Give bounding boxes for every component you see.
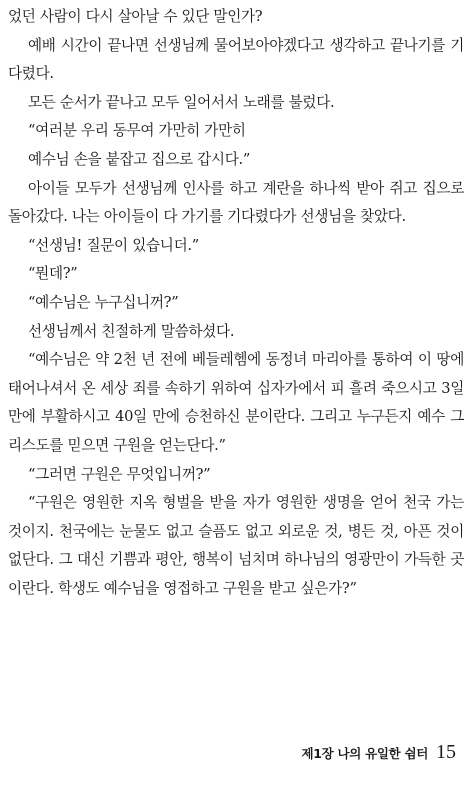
running-head: 제1장 나의 유일한 쉼터 — [301, 746, 428, 761]
paragraph: “그러면 구원은 무엇입니꺼?” — [28, 465, 211, 483]
paragraph: “선생님! 질문이 있습니더.” — [28, 236, 199, 254]
paragraph: 예배 시간이 끝나면 선생님께 물어보아야겠다고 생각하고 끝나기를 기다렸다. — [8, 36, 464, 83]
paragraph: 선생님께서 친절하게 말씀하셨다. — [28, 322, 235, 340]
paragraph: “예수님은 누구십니꺼?” — [28, 293, 179, 311]
paragraph: “예수님은 약 2천 년 전에 베들레헴에 동정녀 마리아를 통하여 이 땅에 태어나셔서 온 세상 죄를 속하기 위하여 십자가에서 피 흘려 죽으시고 3일 만에 부활하시고 40일 만에 승천하신 분이란다. 그리고 누구든지 예수 그리스도를 믿으면 구원을 얻는단다.” — [8, 351, 464, 454]
paragraph: 모든 순서가 끝나고 모두 일어서서 노래를 불렀다. — [28, 93, 335, 111]
body-text — [8, 3, 464, 603]
paragraph: “여러분 우리 동무여 가만히 가만히 — [28, 122, 246, 140]
paragraph: 아이들 모두가 선생님께 인사를 하고 계란을 하나씩 받아 쥐고 집으로 돌아갔다. 나는 아이들이 다 가기를 기다렸다가 선생님을 찾았다. — [8, 179, 464, 226]
page-footer — [301, 741, 456, 764]
paragraph: “구원은 영원한 지옥 형벌을 받을 자가 영원한 생명을 얻어 천국 가는 것이지. 천국에는 눈물도 없고 슬픔도 없고 외로운 것, 병든 것, 아픈 것이 없단다. 그 대신 기쁨과 평안, 행복이 넘치며 하나님의 영광만이 가득한 곳이란다. 학생도 예수님을 영접하고 구원을 받고 싶은가?” — [8, 494, 464, 597]
paragraph: “뭔데?” — [28, 265, 78, 283]
paragraph: 었던 사람이 다시 살아날 수 있단 말인가? — [8, 8, 263, 25]
paragraph: 예수님 손을 붙잡고 집으로 갑시다.” — [28, 150, 251, 168]
page-number: 15 — [436, 741, 456, 763]
